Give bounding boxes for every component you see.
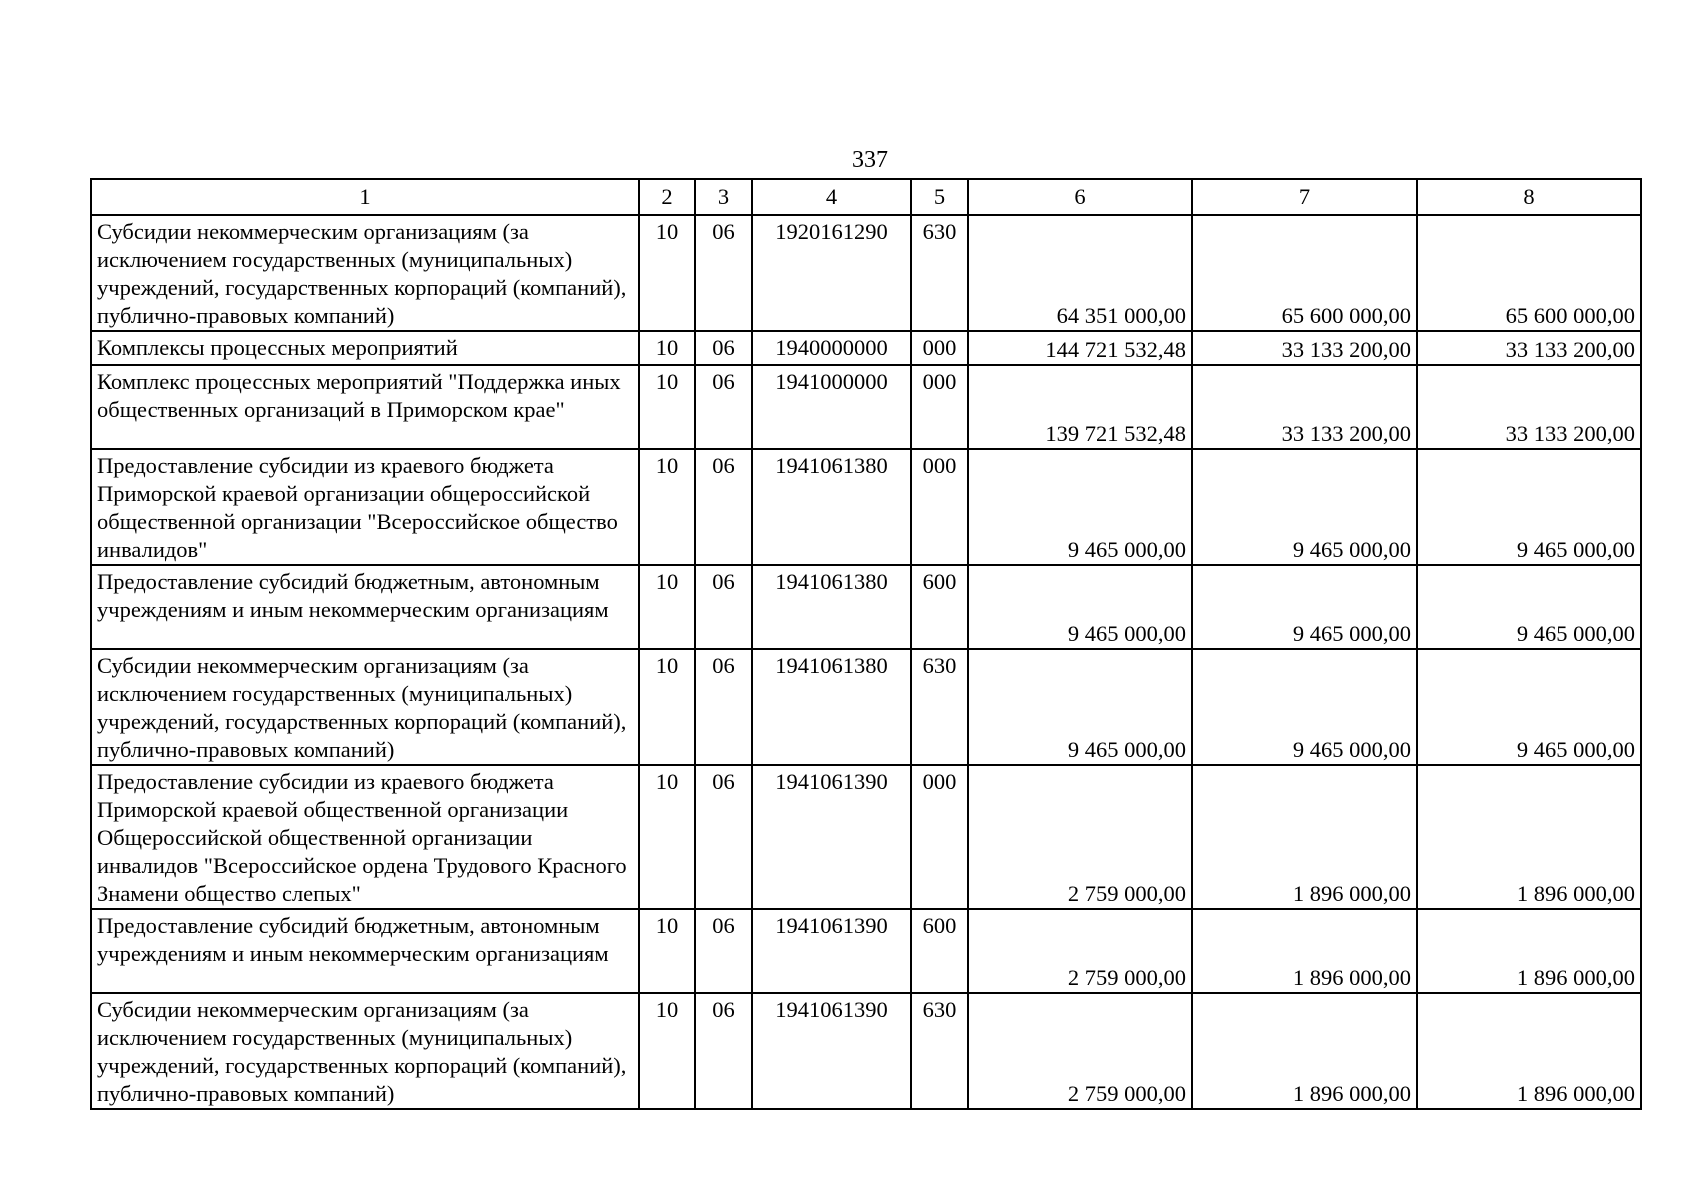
- column-number-header: [91, 179, 1641, 215]
- amount-col7-cell: 9 465 000,00: [1192, 565, 1417, 649]
- amount-col7-cell: 33 133 200,00: [1192, 331, 1417, 365]
- razdel-cell: 10: [639, 765, 695, 909]
- podrazdel-cell: 06: [695, 331, 752, 365]
- razdel-cell: 10: [639, 215, 695, 331]
- amount-col8-cell: 9 465 000,00: [1417, 565, 1641, 649]
- amount-col8-cell: 1 896 000,00: [1417, 909, 1641, 993]
- column-header: 5: [911, 179, 968, 215]
- row-name-cell: Предоставление субсидий бюджетным, автономным учреждениям и иным некоммерческим организациям: [91, 565, 639, 649]
- amount-col6-cell: 9 465 000,00: [968, 449, 1192, 565]
- row-name-cell: Субсидии некоммерческим организациям (за исключением государственных (муниципальных) учреждений, государственных корпораций (компаний), публично-правовых компаний): [91, 649, 639, 765]
- table-row: [91, 765, 1641, 909]
- budget-table: [90, 178, 1642, 1110]
- amount-col6-cell: 2 759 000,00: [968, 993, 1192, 1109]
- amount-col8-cell: 33 133 200,00: [1417, 331, 1641, 365]
- table-row: [91, 215, 1641, 331]
- expense-type-cell: 630: [911, 215, 968, 331]
- razdel-cell: 10: [639, 331, 695, 365]
- expense-type-cell: 630: [911, 649, 968, 765]
- amount-col7-cell: 33 133 200,00: [1192, 365, 1417, 449]
- razdel-cell: 10: [639, 649, 695, 765]
- podrazdel-cell: 06: [695, 215, 752, 331]
- podrazdel-cell: 06: [695, 365, 752, 449]
- amount-col8-cell: 9 465 000,00: [1417, 649, 1641, 765]
- table-row: [91, 365, 1641, 449]
- target-article-cell: 1940000000: [752, 331, 911, 365]
- row-name-cell: Субсидии некоммерческим организациям (за исключением государственных (муниципальных) учреждений, государственных корпораций (компаний), публично-правовых компаний): [91, 993, 639, 1109]
- amount-col6-cell: 9 465 000,00: [968, 649, 1192, 765]
- razdel-cell: 10: [639, 449, 695, 565]
- row-name-cell: Комплексы процессных мероприятий: [91, 331, 639, 365]
- column-header: 6: [968, 179, 1192, 215]
- table-row: [91, 909, 1641, 993]
- podrazdel-cell: 06: [695, 649, 752, 765]
- table-row: [91, 565, 1641, 649]
- expense-type-cell: 630: [911, 993, 968, 1109]
- amount-col6-cell: 2 759 000,00: [968, 909, 1192, 993]
- podrazdel-cell: 06: [695, 765, 752, 909]
- razdel-cell: 10: [639, 993, 695, 1109]
- column-header: 7: [1192, 179, 1417, 215]
- amount-col8-cell: 1 896 000,00: [1417, 993, 1641, 1109]
- amount-col7-cell: 9 465 000,00: [1192, 449, 1417, 565]
- amount-col7-cell: 9 465 000,00: [1192, 649, 1417, 765]
- row-name-cell: Предоставление субсидии из краевого бюджета Приморской краевой общественной организации Общероссийской общественной организации инвалидов "Всероссийское ордена Трудового Красного Знамени общество слепых": [91, 765, 639, 909]
- row-name-cell: Комплекс процессных мероприятий "Поддержка иных общественных организаций в Приморском крае": [91, 365, 639, 449]
- expense-type-cell: 000: [911, 331, 968, 365]
- table-row: [91, 649, 1641, 765]
- amount-col8-cell: 33 133 200,00: [1417, 365, 1641, 449]
- expense-type-cell: 600: [911, 909, 968, 993]
- row-name-cell: Субсидии некоммерческим организациям (за исключением государственных (муниципальных) учреждений, государственных корпораций (компаний), публично-правовых компаний): [91, 215, 639, 331]
- amount-col8-cell: 65 600 000,00: [1417, 215, 1641, 331]
- table-row: [91, 331, 1641, 365]
- row-name-cell: Предоставление субсидии из краевого бюджета Приморской краевой организации общероссийской общественной организации "Всероссийское общество инвалидов": [91, 449, 639, 565]
- amount-col8-cell: 9 465 000,00: [1417, 449, 1641, 565]
- amount-col7-cell: 1 896 000,00: [1192, 765, 1417, 909]
- expense-type-cell: 600: [911, 565, 968, 649]
- podrazdel-cell: 06: [695, 565, 752, 649]
- target-article-cell: 1920161290: [752, 215, 911, 331]
- target-article-cell: 1941061380: [752, 649, 911, 765]
- razdel-cell: 10: [639, 365, 695, 449]
- target-article-cell: 1941061390: [752, 909, 911, 993]
- amount-col6-cell: 144 721 532,48: [968, 331, 1192, 365]
- target-article-cell: 1941061390: [752, 765, 911, 909]
- column-header: 3: [695, 179, 752, 215]
- amount-col6-cell: 139 721 532,48: [968, 365, 1192, 449]
- column-header: 8: [1417, 179, 1641, 215]
- razdel-cell: 10: [639, 909, 695, 993]
- podrazdel-cell: 06: [695, 993, 752, 1109]
- podrazdel-cell: 06: [695, 449, 752, 565]
- amount-col8-cell: 1 896 000,00: [1417, 765, 1641, 909]
- amount-col6-cell: 64 351 000,00: [968, 215, 1192, 331]
- amount-col6-cell: 9 465 000,00: [968, 565, 1192, 649]
- razdel-cell: 10: [639, 565, 695, 649]
- target-article-cell: 1941061380: [752, 565, 911, 649]
- target-article-cell: 1941061380: [752, 449, 911, 565]
- amount-col7-cell: 1 896 000,00: [1192, 909, 1417, 993]
- column-header: 1: [91, 179, 639, 215]
- target-article-cell: 1941000000: [752, 365, 911, 449]
- expense-type-cell: 000: [911, 765, 968, 909]
- expense-type-cell: 000: [911, 365, 968, 449]
- table-row: [91, 993, 1641, 1109]
- row-name-cell: Предоставление субсидий бюджетным, автономным учреждениям и иным некоммерческим организациям: [91, 909, 639, 993]
- column-header: 4: [752, 179, 911, 215]
- target-article-cell: 1941061390: [752, 993, 911, 1109]
- column-header: 2: [639, 179, 695, 215]
- amount-col7-cell: 65 600 000,00: [1192, 215, 1417, 331]
- podrazdel-cell: 06: [695, 909, 752, 993]
- table-row: [91, 449, 1641, 565]
- amount-col6-cell: 2 759 000,00: [968, 765, 1192, 909]
- amount-col7-cell: 1 896 000,00: [1192, 993, 1417, 1109]
- expense-type-cell: 000: [911, 449, 968, 565]
- page-number: 337: [852, 147, 888, 173]
